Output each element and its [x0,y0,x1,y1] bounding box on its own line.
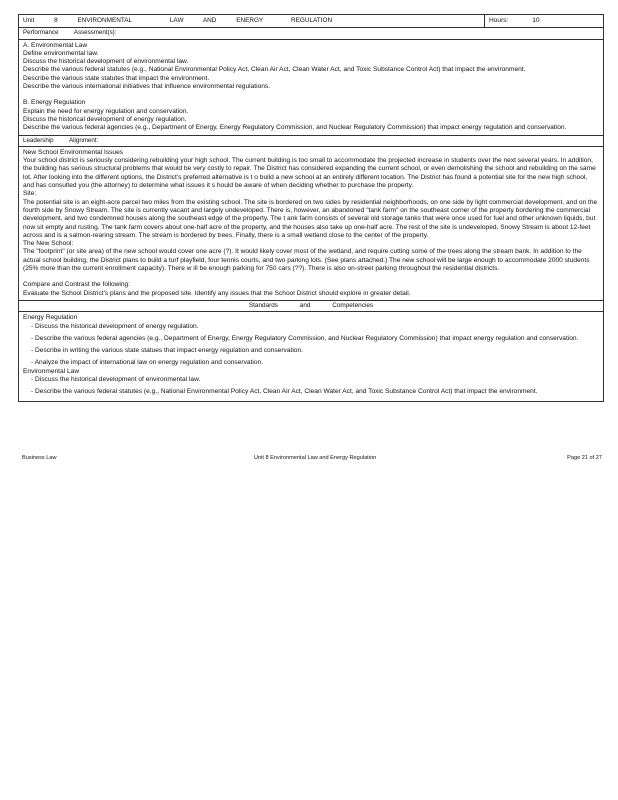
section-b-line: Describe the various federal agencies (e.g., Department of Energy, Energy Regulatory Commission, and Nuclear Regulatory Commission) that impact energy regulation and conservation. [23,124,567,132]
performance-row [19,28,603,39]
unit-number: 8 [54,17,58,24]
title-word-3: AND [202,17,217,24]
section-b-title: B. Energy Regulation [23,99,86,107]
scenario-section [19,147,603,300]
energy-item: - Describe the various federal agencies (e.g., Department of Energy, Energy Regulatory Commission, and Nuclear Regulatory Commission) that impact energy regulation and conservation. [31,334,579,342]
section-a-line: Describe the various federal statutes (e.g., National Environmental Policy Act, Clean Air Act, Clean Water Act, and Toxic Substance Control Act) that impact the environment. [23,66,526,74]
compare-paragraph: Evaluate the School District's plans and the proposed site. Identify any issues that the School District should explore in greater detail. [23,289,411,297]
alignment-label: Alignment: [69,136,99,144]
syllabus-table [18,14,604,402]
hours-value: 10 [532,17,540,24]
energy-item: - Describe in writing the various state statues that impact energy regulation and conservation. [31,347,303,355]
leadership-label: Leadership [23,136,54,144]
title-word-4: ENERGY [236,17,264,24]
new-school-label: The New School: [23,240,74,248]
section-b-line: Explain the need for energy regulation and conservation. [23,107,189,115]
new-school-paragraph: The "footprint" (or site area) of the new school would cover one acre (?). It would likely cover most of the wetland, and require cutting some of the trees along the stream bank. In addition to the actual school building, the District plans to build a turf playfield, four tennis courts, and two parking lots. (See plans attached.) The new school will be large enough to accommodate 2000 students (25% more than the current enrollment capacity). There w ill be enough parking for 750 cars (??). There is also on-street parking throughout the residential districts. [23,248,590,273]
title-word-5: REGULATION [290,17,333,24]
title-word-2: LAW [169,17,184,24]
unit-title [19,15,485,27]
standards-word: Standards [248,301,279,309]
assessment-label: Assessment(s): [73,29,117,37]
section-a-line: Define environmental law. [23,49,99,57]
footer-unit: Unit 8 Environmental Law and Energy Regulation [254,455,377,461]
footer-page-number: Page 21 of 27 [567,455,602,461]
compare-label: Compare and Contrast the following: [23,281,131,289]
energy-title: Energy Regulation [23,314,78,322]
scenario-paragraph: Your school district is seriously considering rebuilding your high school. The current building is too small to accommodate the projected increase in students over the next several years. In addition, the building has serious structural problems that would be very costly to repair. The District has considered expanding the current school, or even demolishing the school and rebuilding on the same lot. After looking into the different options, the District's preferred alternative is t o build a new school at an entirely different location. The District has found a potential site for the new high school, and has consulted you (the attorney) to determine what issues it s hould be aware of when deciding whether to purchase the property. [23,157,596,190]
env-title: Environmental Law [23,367,80,375]
section-b-line: Discuss the historical development of energy regulation. [23,115,187,123]
section-a [19,40,603,135]
header-row [19,15,603,28]
leadership-row [19,135,603,147]
and-word: and [299,301,311,309]
footer-course: Business Law [22,455,57,461]
energy-item: - Analyze the impact of international law on energy regulation and conservation. [31,359,264,367]
env-item: - Describe the various federal statutes (e.g., National Environmental Policy Act, Clean Air Act, Clean Water Act, and Toxic Substance Control Act) that impact the environment. [31,388,538,396]
energy-item: - Discuss the historical development of energy regulation. [31,322,199,330]
standards-header [19,300,603,312]
site-label: Site: [23,190,37,198]
hours-cell [485,15,603,27]
title-word-1: ENVIRONMENTAL [77,17,133,24]
section-a-line: Describe the various state statutes that impact the environment. [23,74,210,82]
section-a-line: Describe the various international initiatives that influence environmental regulations. [23,83,271,91]
hours-label: Hours: [489,17,509,24]
scenario-title: New School Environmental Issues [23,148,124,156]
site-paragraph: The potential site is an eight-acre parcel two miles from the existing school. The site is bordered on two sides by residential neighborhoods, on one side by light commercial development, and on the fourth side by Snowy Stream. The site is currently vacant and largely undeveloped. There is, however, an abandoned "tank farm" on the southeast corner of the property bordering the commercial development, and two condemned houses along the southeast edge of the property. The t ank farm consists of several old storage tanks that were once used for fuel and other unknown liquids, but now sit empty and rusting. The tank farm covers about one-half acre of the property, and the houses also take up one-half acre. The rest of the site is undeveloped. Snowy Stream is about 12-feet across and is a salmon-rearing stream. The stream is bordered by trees. Finally, there is a small wetland close to the center of the property. [23,198,598,239]
unit-label: Unit [23,17,35,24]
performance-label: Performance [23,29,59,37]
section-a-title: A. Environmental Law [23,41,88,49]
standards-body [19,312,603,400]
competencies-word: Competencies [332,301,374,309]
env-item: - Discuss the historical development of environmental law. [31,375,201,383]
section-a-line: Discuss the historical development of environmental law. [23,58,189,66]
